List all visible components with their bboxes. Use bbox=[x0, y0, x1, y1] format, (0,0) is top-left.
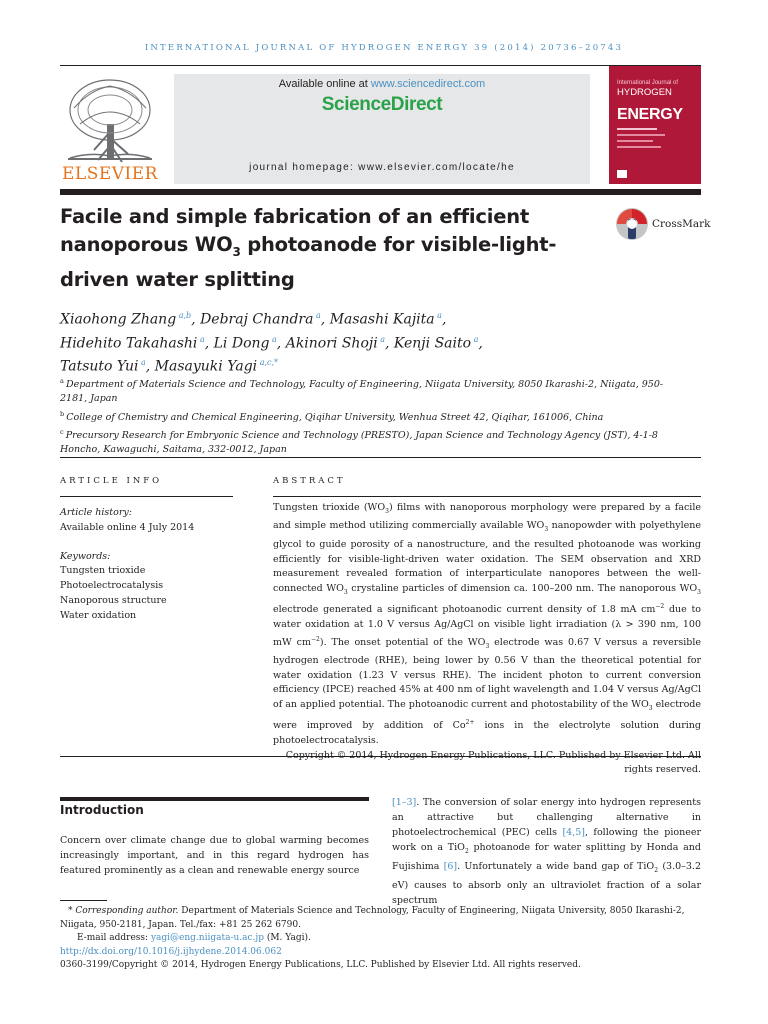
header-bottom-rule bbox=[60, 189, 701, 195]
affiliation bbox=[60, 407, 680, 425]
author-name: Masayuki Yagi bbox=[154, 358, 258, 375]
text-run: . The conversion of solar energy into hydrogen represents an attractive but challenging alternative in photoelectrochemical (PEC) cells bbox=[392, 797, 701, 838]
abstract-rule bbox=[273, 496, 701, 497]
author-separator: , bbox=[204, 335, 214, 352]
title-subscript: 3 bbox=[232, 244, 241, 259]
author-separator: , bbox=[478, 335, 483, 352]
article-info-rule bbox=[60, 496, 233, 497]
author-affiliation-marker[interactable]: a bbox=[377, 334, 386, 344]
text-run: 2+ bbox=[465, 719, 475, 727]
keyword: Photoelectrocatalysis bbox=[60, 580, 164, 592]
journal-homepage-link[interactable]: journal homepage: www.elsevier.com/locate/he bbox=[249, 162, 515, 173]
author-name: Tatsuto Yui bbox=[60, 358, 139, 375]
text-run: electrode were improved by addition of Co bbox=[273, 699, 701, 732]
email-link[interactable]: yagi@eng.niigata-u.ac.jp bbox=[150, 933, 264, 943]
author-name: Xiaohong Zhang bbox=[60, 311, 177, 328]
journal-cover-thumbnail[interactable] bbox=[609, 66, 701, 184]
text-run: nanopowder with polyethylene glycol to guide porosity of a nanostructure, and the resulted photoanode was working efficiently for visible-light-driven water oxidation. The SEM observation and XRD measurement revealed formation of interparticulate nanopores between the well-connected WO bbox=[273, 520, 701, 594]
affiliation-marker: c bbox=[60, 427, 66, 436]
text-run: ions in the electrolyte solution during photoelectrocatalysis. bbox=[273, 720, 701, 747]
cover-rule bbox=[617, 140, 653, 142]
elsevier-logo[interactable] bbox=[60, 72, 160, 184]
author-name: Debraj Chandra bbox=[200, 311, 314, 328]
history-label: Article history: bbox=[60, 507, 132, 518]
footnote-rule bbox=[60, 900, 107, 901]
text-run: photoanode for water splitting by Honda and Fujishima bbox=[392, 842, 701, 872]
sciencedirect-url-link[interactable]: www.sciencedirect.com bbox=[370, 78, 486, 90]
text-run: 3 bbox=[485, 642, 490, 650]
author-affiliation-marker[interactable]: a bbox=[313, 311, 321, 320]
cover-rule bbox=[617, 146, 661, 148]
corresponding-label: * Corresponding author. bbox=[68, 906, 179, 916]
author-affiliation-marker[interactable]: a bbox=[197, 334, 205, 344]
email-line bbox=[60, 932, 701, 946]
text-run: Tungsten trioxide (WO bbox=[273, 502, 386, 513]
text-run: 3 bbox=[648, 704, 653, 712]
keyword: Water oxidation bbox=[60, 609, 137, 621]
text-run: 3 bbox=[385, 507, 389, 515]
email-label: E-mail address: bbox=[77, 933, 151, 943]
cover-line3: ENERGY bbox=[617, 106, 683, 123]
author-name: Li Dong bbox=[213, 335, 270, 352]
author-name: Akinori Shoji bbox=[285, 335, 378, 352]
cover-rule bbox=[617, 134, 665, 136]
author-separator: , bbox=[385, 335, 394, 352]
abstract bbox=[273, 501, 701, 778]
author-name: Kenji Saito bbox=[393, 335, 472, 352]
cover-rule bbox=[617, 128, 657, 130]
text-run: (3.0–3.2 eV) causes to absorb only an ultraviolet fraction of a solar spectrum bbox=[392, 860, 701, 906]
introduction-rule bbox=[60, 797, 369, 801]
cover-line1: International Journal of bbox=[617, 80, 679, 86]
article-title bbox=[60, 203, 580, 294]
available-online bbox=[174, 78, 590, 90]
history-value: Available online 4 July 2014 bbox=[60, 521, 195, 533]
text-run: 3 bbox=[544, 526, 549, 534]
cover-line2: HYDROGEN bbox=[617, 87, 672, 98]
cover-publisher-mark bbox=[617, 170, 627, 178]
keyword: Tungsten trioxide bbox=[60, 565, 146, 577]
text-run: 2 bbox=[654, 866, 659, 874]
text-run: 3 bbox=[343, 588, 348, 596]
affiliation bbox=[60, 425, 680, 458]
citation-link[interactable]: [1–3] bbox=[392, 797, 417, 808]
affiliation-text: College of Chemistry and Chemical Engineering, Qiqihar University, Wenhua Street 42, Qiqihar, 161006, China bbox=[66, 411, 604, 423]
text-run: −2 bbox=[311, 635, 320, 643]
affiliation-marker: b bbox=[60, 409, 67, 418]
corresponding-text: Department of Materials Science and Technology, Faculty of Engineering, Niigata University, 8050 Ikarashi-2, Niigata, 950-2181, Japan. Tel./fax: +81 25 262 6790. bbox=[60, 906, 685, 930]
author-affiliation-marker[interactable]: a bbox=[434, 311, 442, 320]
text-run: 2 bbox=[464, 847, 469, 855]
title-part1: Facile and simple fabrication of an efficient nanoporous WO bbox=[60, 205, 530, 256]
header-top-rule bbox=[60, 65, 701, 66]
keyword: Nanoporous structure bbox=[60, 594, 167, 606]
affiliation-text: Department of Materials Science and Technology, Faculty of Engineering, Niigata University, 8050 Ikarashi-2, Niigata, 950-2181, Japan bbox=[60, 379, 664, 405]
author-affiliation-marker[interactable]: a,c,* bbox=[257, 358, 279, 368]
affiliation-text: Precursory Research for Embryonic Science and Technology (PRESTO), Japan Science and Technology Agency (JST), 4-1-8 Honcho, Kawaguchi, Saitama, 332-0012, Japan bbox=[60, 430, 658, 456]
text-run: crystaline particles of dimension ca. 100–200 nm. The nanoporous WO bbox=[347, 582, 698, 594]
text-run: electrode was 0.67 V versus a reversible hydrogen electrode (RHE), being lower by 0.56 V than the theoretical potential for water oxidation (1.23 V versus RHE). The incident photon to current conversion efficiency (IPCE) reached 45% at 400 nm of light wavelength and 1.04 V versus Ag/AgCl of an applied potential. The photoanodic current and photostability of the WO bbox=[273, 636, 701, 710]
section-rule bbox=[60, 756, 701, 757]
author-affiliation-marker[interactable]: a,b bbox=[176, 311, 192, 320]
author-list bbox=[60, 306, 680, 377]
text-run: 3 bbox=[697, 588, 701, 596]
author-separator: , bbox=[320, 311, 330, 328]
author-affiliation-marker[interactable]: a bbox=[471, 334, 479, 344]
introduction-heading: Introduction bbox=[60, 803, 144, 817]
affiliation-marker: a bbox=[60, 377, 66, 385]
text-run: electrode generated a significant photoanodic current density of 1.8 mA cm bbox=[273, 604, 656, 616]
author-affiliation-marker[interactable]: a bbox=[138, 358, 146, 368]
issn-copyright-line: 0360-3199/Copyright © 2014, Hydrogen Energy Publications, LLC. Published by Elsevier Ltd. All rights reserved. bbox=[60, 960, 581, 970]
author-separator: , bbox=[441, 311, 447, 328]
introduction-right-column bbox=[392, 795, 701, 908]
author-separator: , bbox=[145, 358, 155, 375]
citation-link[interactable]: [4,5] bbox=[562, 827, 585, 838]
text-run: −2 bbox=[655, 603, 665, 611]
email-suffix: (M. Yagi). bbox=[263, 933, 311, 943]
affiliation bbox=[60, 374, 680, 407]
footnote bbox=[60, 905, 701, 973]
text-run: . Unfortunately a wide band gap of TiO bbox=[457, 860, 655, 872]
text-run: due to water oxidation at 1.0 V versus Ag/AgCl on visible light irradiation (λ > 390 nm, 100 mW cm bbox=[273, 604, 701, 648]
sciencedirect-logo[interactable]: ScienceDirect bbox=[321, 94, 443, 115]
author-separator: , bbox=[276, 335, 286, 352]
text-run: ) films with nanoporous morphology were prepared by a facile and simple method utilizing commercially available WO bbox=[273, 502, 701, 532]
abstract-body bbox=[273, 501, 701, 749]
elsevier-wordmark: ELSEVIER bbox=[62, 164, 158, 184]
text-run: , following the pioneer work on a TiO bbox=[392, 827, 701, 853]
running-head: INTERNATIONAL JOURNAL OF HYDROGEN ENERGY 39 (2014) 20736–20743 bbox=[144, 43, 624, 53]
article-info-label: ARTICLE INFO bbox=[60, 476, 163, 486]
doi-link[interactable]: http://dx.doi.org/10.1016/j.ijhydene.2014.06.062 bbox=[60, 946, 282, 957]
abstract-label: ABSTRACT bbox=[273, 476, 346, 486]
article-info-block bbox=[60, 506, 235, 624]
author-affiliation-marker[interactable]: a bbox=[269, 334, 277, 344]
author-name: Hidehito Takahashi bbox=[60, 335, 198, 352]
section-rule bbox=[60, 457, 701, 458]
abstract-copyright: rights reserved. bbox=[624, 764, 701, 776]
introduction-left-column: Concern over climate change due to global warming becomes increasingly important, and in this regard hydrogen has featured prominently as a clean and renewable energy source bbox=[60, 835, 369, 876]
available-online-prefix: Available online at bbox=[278, 78, 371, 90]
crossmark-icon bbox=[614, 206, 650, 242]
text-run: ). The onset potential of the WO bbox=[319, 636, 486, 648]
author-name: Masashi Kajita bbox=[329, 311, 435, 328]
affiliation-list bbox=[60, 374, 680, 457]
corresponding-author-note bbox=[60, 905, 701, 932]
title-part2: photoanode for visible-light-driven water splitting bbox=[60, 233, 557, 291]
citation-link[interactable]: [6] bbox=[443, 860, 458, 872]
keywords-label: Keywords: bbox=[60, 550, 111, 562]
author-separator: , bbox=[191, 311, 201, 328]
crossmark-label[interactable]: CrossMark bbox=[652, 218, 711, 230]
